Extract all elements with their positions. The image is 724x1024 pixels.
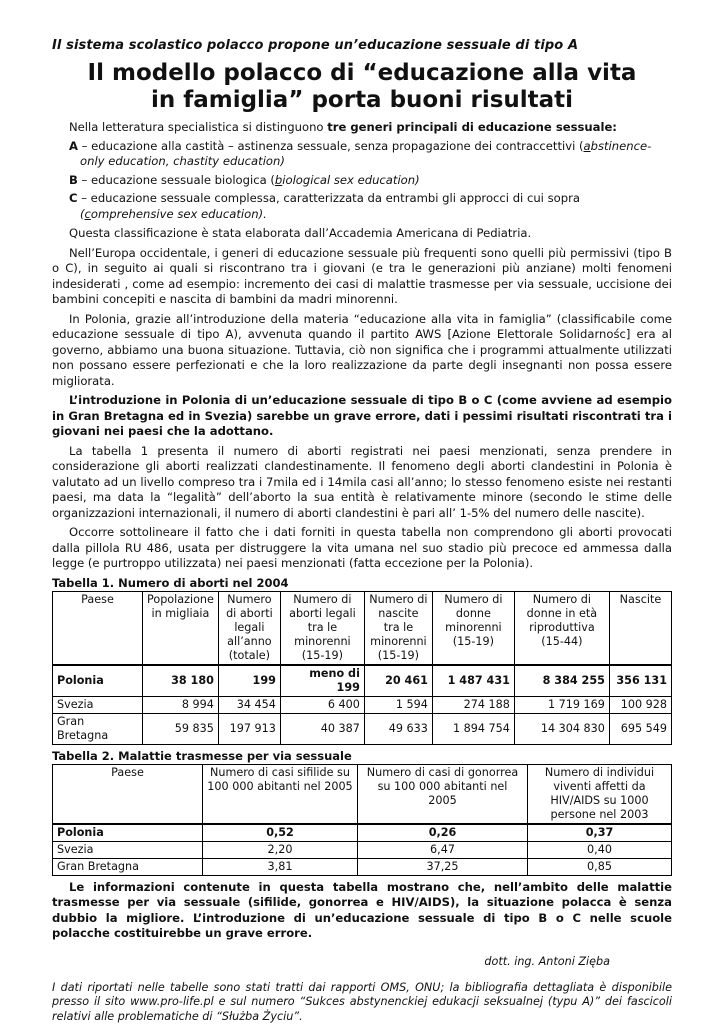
paragraph-4: L’introduzione in Polonia di un’educazione sessuale di tipo B o C (come avviene ad esempio in Gran Bretagna ed in Svezia) sarebbe un grave errore, dati i pessimi risultati riscontrati tra i giovani nei paesi che la adottano.: [52, 393, 672, 438]
table-cell: 199: [218, 665, 280, 697]
paragraph-7: Le informazioni contenute in questa tabella mostrano che, nell’ambito delle malattie trasmesse per via sessuale (sifilide, gonorrea e HIV/AIDS), la situazione polacca è senza dubbio la migliore. L’introduzione di un’educazione sessuale di tipo B o C nelle scuole polacche costituirebbe un grave errore.: [52, 879, 672, 940]
table-header: Popolazione in migliaia: [143, 591, 219, 665]
table-cell: 14 304 830: [514, 713, 609, 744]
title-line-1: Il modello polacco di “educazione alla vita: [87, 60, 637, 86]
table-row: [53, 713, 672, 744]
class-b-letter: B: [69, 172, 78, 187]
table-row: [53, 858, 672, 875]
table-cell: 100 928: [609, 696, 671, 713]
intro-text: Nella letteratura specialistica si distinguono: [69, 120, 328, 134]
table-header: Numero di nascite tra le minorenni (15-19): [364, 591, 432, 665]
table-1-header-row: [53, 591, 672, 665]
table-cell: 8 384 255: [514, 665, 609, 697]
author-signature: dott. ing. Antoni Zięba: [484, 954, 610, 968]
table-header: Nascite: [609, 591, 671, 665]
table-cell: 1 894 754: [432, 713, 514, 744]
table-cell: 0,37: [528, 824, 672, 842]
table-cell: 20 461: [364, 665, 432, 697]
table-2-header-row: [53, 764, 672, 824]
table-2-caption: Tabella 2. Malattie trasmesse per via sessuale: [52, 748, 352, 763]
table-cell: 0,40: [528, 841, 672, 858]
table-cell: 1 594: [364, 696, 432, 713]
table-cell: 356 131: [609, 665, 671, 697]
table-cell: 8 994: [143, 696, 219, 713]
class-c-letter: C: [69, 191, 78, 205]
class-c: [52, 191, 672, 222]
table-cell: meno di 199: [280, 665, 364, 697]
class-a-emph-letter: a: [583, 138, 591, 153]
article-title: [52, 60, 672, 114]
table-header: Numero di donne minorenni (15-19): [432, 591, 514, 665]
paragraph-3: In Polonia, grazie all’introduzione della materia “educazione alla vita in famiglia” (classificabile come educazione sessuale di tipo A), avvenuta quando il partito AWS [Azione Elettorale Solidarnośc] era al governo, abbiamo una buona situazione. Tuttavia, ciò non significa che i programmi attualmente utilizzati non possano essere perfezionati e che la loro realizzazione da parte degli insegnanti non possa essere migliorata.: [52, 311, 672, 388]
paragraph-6: Occorre sottolineare il fatto che i dati forniti in questa tabella non comprendono gli aborti provocati dalla pillola RU 486, usata per distruggere la vita umana nel suo stadio più precoce ed ammessa dalla legge (e purtroppo utilizzata) nei paesi menzionati (fatta eccezione per la Polonia).: [52, 525, 672, 570]
table-cell: 6 400: [280, 696, 364, 713]
table-row: [53, 665, 672, 697]
table-row: [53, 824, 672, 842]
table-cell: 37,25: [358, 858, 528, 875]
intro-bold: tre generi principali di educazione sessuale:: [327, 120, 617, 134]
class-c-emph-letter: c: [84, 206, 91, 221]
table-header: Numero di individui viventi affetti da HIV/AIDS su 1000 persone nel 2003: [528, 764, 672, 824]
class-c-emph: omprehensive sex education).: [90, 206, 267, 221]
table-cell: 1 487 431: [432, 665, 514, 697]
class-a-letter: A: [69, 138, 78, 153]
article: [52, 38, 672, 1024]
table-cell: 197 913: [218, 713, 280, 744]
table-cell: 34 454: [218, 696, 280, 713]
abortion-table: [52, 591, 672, 745]
class-a-emph: bstinence-only education, chastity education): [80, 138, 652, 168]
table-cell: 2,20: [203, 841, 358, 858]
table-cell: 3,81: [203, 858, 358, 875]
table-cell: 274 188: [432, 696, 514, 713]
table-cell: 0,85: [528, 858, 672, 875]
paragraph-2: Nell’Europa occidentale, i generi di educazione sessuale più frequenti sono quelli più permissivi (tipo B o C), in seguito ai quali si riscontrano tra i giovani (e tra le generazioni più anziane) molti fenomeni indesiderati , come ad esempio: incremento dei casi di malattie trasmesse per via sessuale, uccisione dei bambini concepiti e nascita di bambini da madri minorenni.: [52, 245, 672, 306]
table-cell: 695 549: [609, 713, 671, 744]
class-b-emph-letter: b: [274, 172, 283, 187]
class-a-text: – educazione alla castità – astinenza sessuale, senza propagazione dei contraccettivi (: [77, 138, 584, 153]
table-header: Paese: [53, 591, 143, 665]
footnote: I dati riportati nelle tabelle sono stati tratti dai rapporti OMS, ONU; la bibliografia dettagliata è disponibile presso il sito www.pro-life.pl e sul numero “Sukces abstynenckiej edukacji seksualnej (typu A)” dei fascicoli relativi alle problematiche di “Służba Życiu”.: [52, 980, 672, 1023]
table-cell: 40 387: [280, 713, 364, 744]
class-b-text: – educazione sessuale biologica (: [77, 172, 275, 187]
std-table: [52, 764, 672, 876]
table-header: Numero di donne in età riproduttiva (15-44): [514, 591, 609, 665]
table-cell: Svezia: [53, 841, 203, 858]
table-cell: 49 633: [364, 713, 432, 744]
class-b: [52, 173, 672, 189]
class-a: [52, 139, 672, 170]
table-cell: 0,52: [203, 824, 358, 842]
class-b-emph: iological sex education): [282, 172, 420, 187]
intro-paragraph: [52, 120, 672, 136]
table-header: Paese: [53, 764, 203, 824]
class-c-text: – educazione sessuale complessa, caratterizzata da entrambi gli approcci di cui sopra: [77, 191, 580, 205]
table-cell: Gran Bretagna: [53, 713, 143, 744]
table-cell: 1 719 169: [514, 696, 609, 713]
table-header: Numero di casi di gonorrea su 100 000 abitanti nel 2005: [358, 764, 528, 824]
table-cell: 0,26: [358, 824, 528, 842]
table-cell: Polonia: [53, 824, 203, 842]
table-cell: Gran Bretagna: [53, 858, 203, 875]
table-1-caption: Tabella 1. Numero di aborti nel 2004: [52, 575, 289, 590]
table-header: Numero di casi sifilide su 100 000 abitanti nel 2005: [203, 764, 358, 824]
table-cell: 59 835: [143, 713, 219, 744]
paragraph-1: Questa classificazione è stata elaborata dall’Accademia Americana di Pediatria.: [69, 226, 532, 240]
table-row: [53, 696, 672, 713]
table-row: [53, 841, 672, 858]
paragraph-5: La tabella 1 presenta il numero di aborti registrati nei paesi menzionati, senza prendere in considerazione gli aborti realizzati clandestinamente. Il fenomeno degli aborti clandestini in Polonia è valutato ad un livello compreso tra i 7mila ed i 14mila casi all’anno; lo stesso fenomeno esiste nei restanti paesi, ma data la “legalità” dell’aborto la sua entità è relativamente minore (secondo le stime delle organizzazioni internazionali, il numero di aborti clandestini è pari all’ 1-5% del numero delle nascite).: [52, 443, 672, 520]
table-cell: Svezia: [53, 696, 143, 713]
kicker: Il sistema scolastico polacco propone un’educazione sessuale di tipo A: [52, 38, 579, 53]
table-cell: Polonia: [53, 665, 143, 697]
table-cell: 6,47: [358, 841, 528, 858]
title-line-2: in famiglia” porta buoni risultati: [150, 87, 574, 113]
table-cell: 38 180: [143, 665, 219, 697]
table-header: Numero di aborti legali tra le minorenni (15-19): [280, 591, 364, 665]
class-c-emph-pre: (: [80, 206, 85, 221]
table-header: Numero di aborti legali all’anno (totale): [218, 591, 280, 665]
